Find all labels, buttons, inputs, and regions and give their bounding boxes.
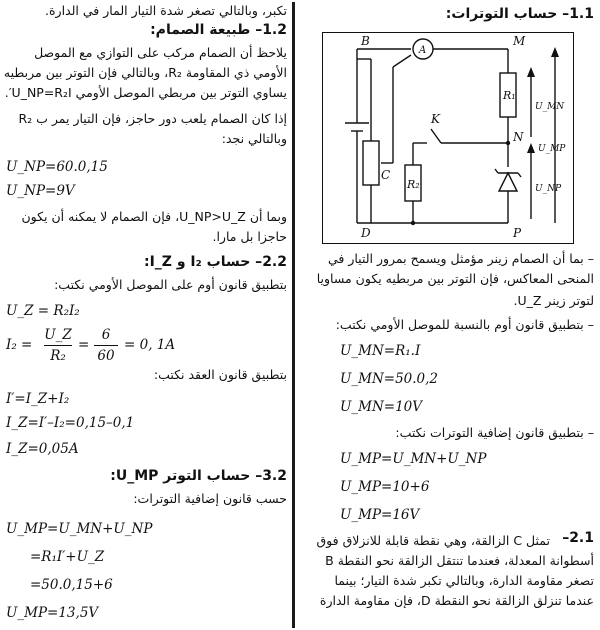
s32-eq-2: =R₁I′+U_Z <box>30 549 105 565</box>
label-N: N <box>513 130 524 144</box>
label-M: M <box>513 34 526 48</box>
s12-eq-1: U_NP=60.0,15 <box>6 159 108 175</box>
switch-blade <box>431 129 441 143</box>
r-text-4: – بتطبيق قانون أوم بالنسبة للموصل الأومي نكتب: <box>335 317 594 332</box>
r-text-5: – بتطبيق قانون إضافية التوترات نكتب: <box>395 425 594 440</box>
r-eq-4: U_MP=U_MN+U_NP <box>340 451 487 467</box>
node-D-junction <box>411 221 415 225</box>
label-K: K <box>431 112 440 126</box>
section-1-1-title: 1.1– حساب التوترات: <box>445 6 594 22</box>
circuit-diagram <box>322 32 574 244</box>
s22-eq-3: I′=I_Z+I₂ <box>6 391 70 407</box>
s32-eq-4: U_MP=13,5V <box>6 605 99 621</box>
r-eq-6: U_MP=16V <box>340 507 420 523</box>
s12-text-6: وبما أن U_NP>U_Z، فإن الصمام لا يمكنه أن يكون <box>21 209 287 224</box>
s32-eq-1: U_MP=U_MN+U_NP <box>6 521 153 537</box>
s21-text-3: تصغر مقاومة الدارة، وبالتالي تكبر شدة التيار؛ بينما <box>334 573 594 588</box>
label-A: A <box>419 45 427 56</box>
label-R1: R₁ <box>503 89 516 102</box>
label-D: D <box>361 226 371 240</box>
s12-text-4: إذا كان الصمام يلعب دور حاجز، فإن التيار يمر ب R₂ <box>18 111 287 126</box>
label-UMN: U_MN <box>535 102 565 112</box>
s22-eq-2-num: U_Z <box>44 327 72 343</box>
intro-text: تكبر، وبالتالي تصغر شدة التيار المار في الدارة. <box>45 3 287 18</box>
label-P: P <box>513 226 522 240</box>
s12-text-2: الأومي ذي المقاومة R₂، وبالتالي فإن التوتر بين مربطيه <box>3 65 287 80</box>
r-eq-3: U_MN=10V <box>340 399 423 415</box>
s32-eq-3: =50.0,15+6 <box>30 577 113 593</box>
label-C: C <box>381 168 391 182</box>
s22-eq-1: U_Z = R₂I₂ <box>6 303 80 319</box>
rheostat <box>363 141 379 185</box>
s21-text-2: أسطوانة المعدلة، فعندما تنتقل الزالقة نحو النقطة B <box>325 553 594 568</box>
left-column <box>0 0 291 630</box>
s12-text-7: حاجزا بل مارا. <box>212 229 287 244</box>
section-2-2-title: 2.2– حساب I₂ و I_Z: <box>143 254 287 270</box>
fraction-bar-2 <box>94 345 118 346</box>
label-B: B <box>361 34 370 48</box>
s12-eq-2: U_NP=9V <box>6 183 75 199</box>
r-text-3: لتوتر زينر U_Z. <box>513 293 594 308</box>
circuit-svg <box>323 33 573 243</box>
r-text-1: – بما أن الصمام زينر مؤمثل ويسمح بمرور التيار في <box>327 251 594 266</box>
s22-eq-4: I_Z=I′–I₂=0,15–0,1 <box>6 415 135 431</box>
s32-text-1: حسب قانون إضافية التوترات: <box>133 491 287 506</box>
arrowhead-UMN <box>527 67 535 77</box>
arrowhead-UNP <box>527 143 535 153</box>
label-R2: R₂ <box>407 178 420 191</box>
s21-text-1: تمثل C الزالقة، وهي نقطة قابلة للانزلاق فوق <box>316 533 550 548</box>
fraction-bar <box>44 345 72 346</box>
r-eq-2: U_MN=50.0,2 <box>340 371 439 387</box>
s22-text-1: بتطبيق قانون أوم على الموصل الأومي نكتب: <box>54 277 287 292</box>
section-2-1-title: 2.1– <box>562 530 594 546</box>
s12-text-1: يلاحظ أن الصمام مركب على التوازي مع الموصل <box>34 45 287 60</box>
r-eq-5: U_MP=10+6 <box>340 479 430 495</box>
s22-eq-2-den2: 60 <box>97 348 115 364</box>
label-UNP: U_NP <box>535 184 562 194</box>
section-1-2-title: 1.2– طبيعة الصمام: <box>150 22 287 38</box>
arrowhead-UMP <box>551 47 559 57</box>
label-UMP: U_MP <box>538 144 566 154</box>
zener-bend-1 <box>495 169 498 173</box>
s21-text-4: عندما تنزلق الزالقة نحو النقطة D، فإن مقاومة الدارة <box>319 593 594 608</box>
s22-eq-2-res: = 0, 1A <box>124 337 176 353</box>
zener-bend-2 <box>518 173 521 177</box>
column-divider <box>292 2 295 628</box>
s22-eq-2-num2: 6 <box>101 327 111 343</box>
s22-eq-2-lhs: I₂ = <box>6 337 33 353</box>
s22-text-2: بتطبيق قانون العقد نكتب: <box>153 367 287 382</box>
zener-diode <box>499 173 517 191</box>
section-3-2-title: 3.2– حساب التوتر U_MP: <box>110 468 287 484</box>
s12-text-3: يساوي التوتر بين مربطي الموصل الأومي U_NP=R₂I′. <box>4 85 287 100</box>
node-N <box>506 141 510 145</box>
r-eq-1: U_MN=R₁.I <box>340 343 421 359</box>
r-text-2: المنحى المعاكس، فإن التوتر بين مربطيه يكون مساويا <box>316 271 594 286</box>
s22-eq-5: I_Z=0,05A <box>6 441 79 457</box>
s12-text-5: وبالتالي نجد: <box>221 131 287 146</box>
s22-eq-2-den: R₂ <box>50 348 66 364</box>
slider-wire-to-ammeter <box>393 55 411 67</box>
s22-eq-2-eq: = <box>78 337 90 353</box>
